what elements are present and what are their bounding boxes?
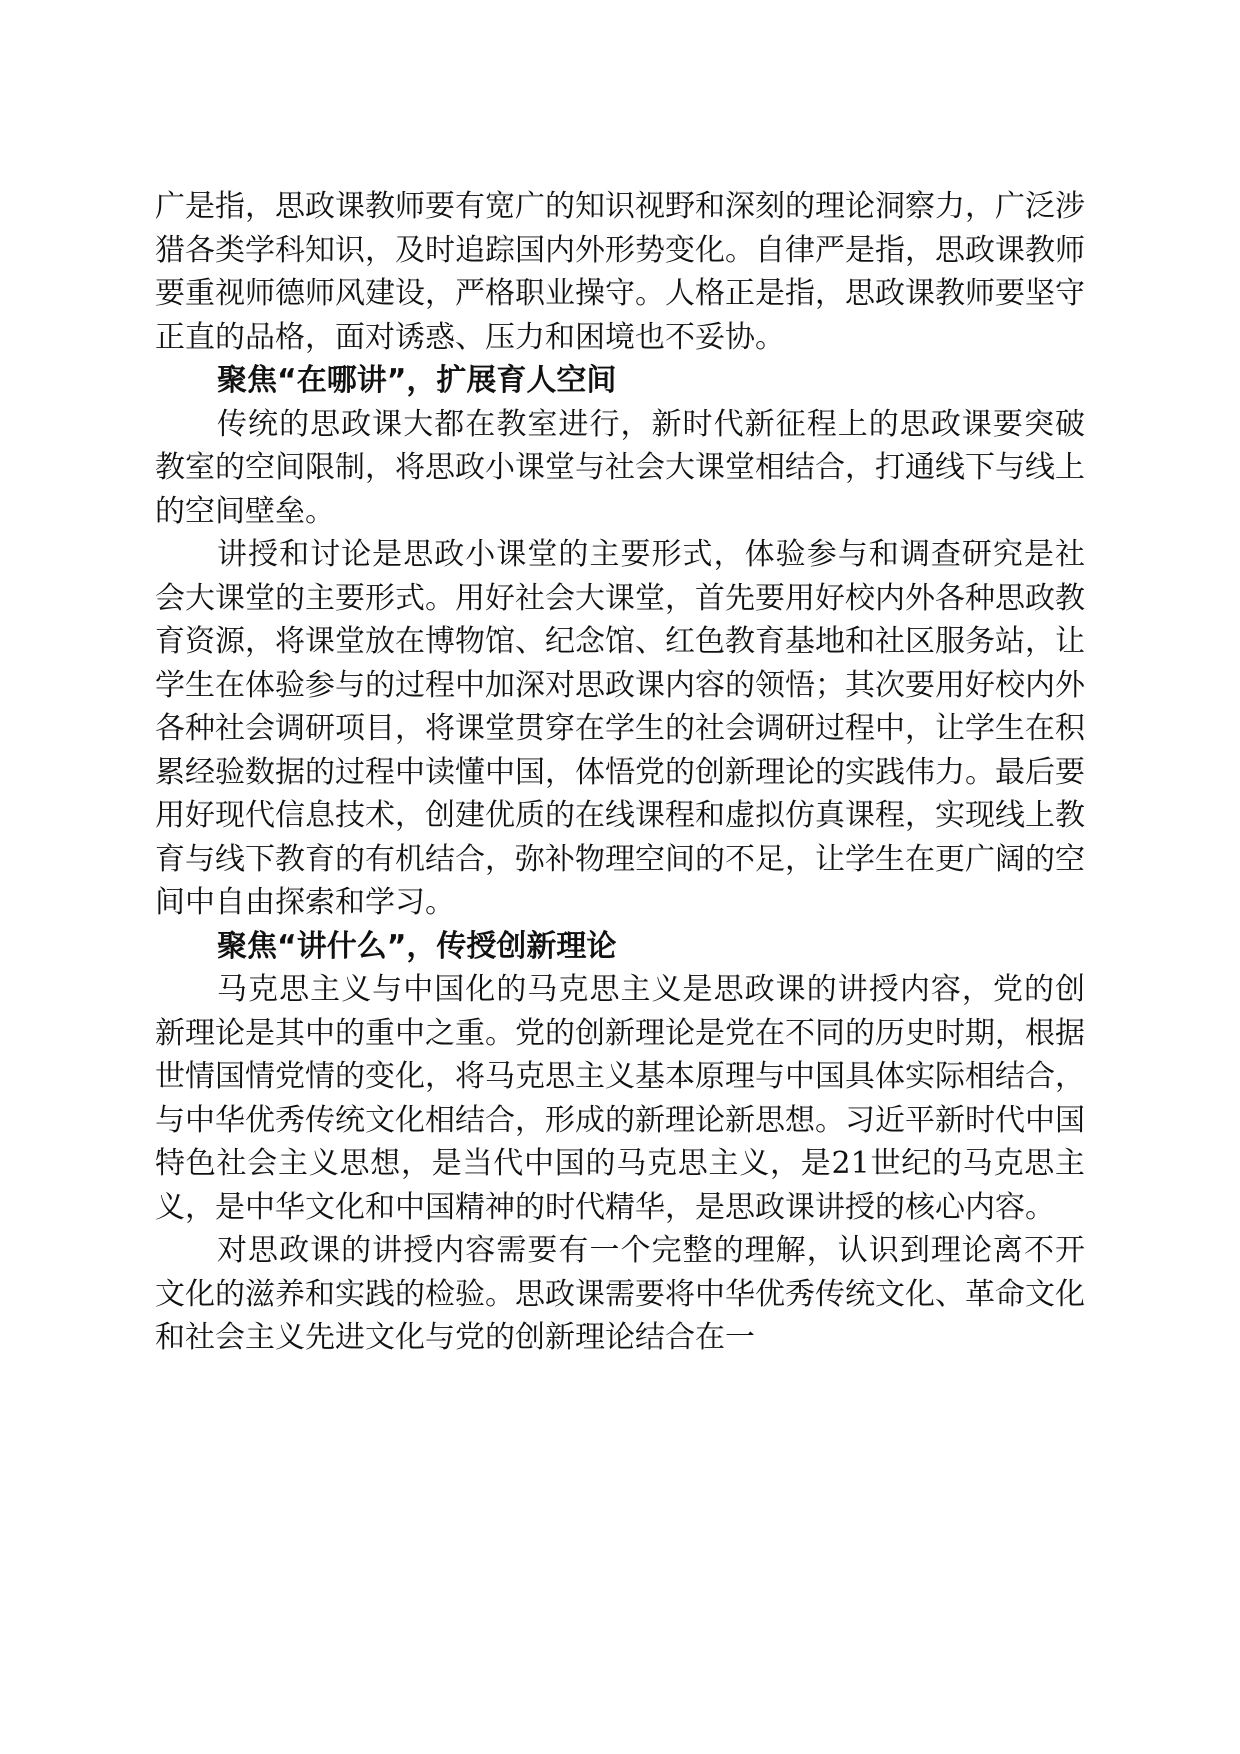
paragraph: 传统的思政课大都在教室进行，新时代新征程上的思政课要突破教室的空间限制，将思政小课堂与社会大课堂相结合，打通线下与线上的空间壁垒。 <box>155 406 1085 529</box>
document-page <box>155 185 1085 1360</box>
paragraph: 对思政课的讲授内容需要有一个完整的理解，认识到理论离不开文化的滋养和实践的检验。思政课需要将中华优秀传统文化、革命文化和社会主义先进文化与党的创新理论结合在一 <box>155 1233 1085 1355</box>
paragraph-continued: 广是指，思政课教师要有宽广的知识视野和深刻的理论洞察力，广泛涉猎各类学科知识，及时追踪国内外形势变化。自律严是指，思政课教师要重视师德师风建设，严格职业操守。人格正是指，思政课教师要坚守正直的品格，面对诱惑、压力和困境也不妥协。 <box>155 189 1085 355</box>
section-heading-where: 聚焦“在哪讲”，扩展育人空间 <box>217 363 617 398</box>
paragraph: 讲授和讨论是思政小课堂的主要形式，体验参与和调查研究是社会大课堂的主要形式。用好社会大课堂，首先要用好校内外各种思政教育资源，将课堂放在博物馆、纪念馆、红色教育基地和社区服务站，让学生在体验参与的过程中加深对思政课内容的领悟；其次要用好校内外各种社会调研项目，将课堂贯穿在学生的社会调研过程中，让学生在积累经验数据的过程中读懂中国，体悟党的创新理论的实践伟力。最后要用好现代信息技术，创建优质的在线课程和虚拟仿真课程，实现线上教育与线下教育的有机结合，弥补物理空间的不足，让学生在更广阔的空间中自由探索和学习。 <box>155 537 1085 920</box>
section-heading-what: 聚焦“讲什么”，传授创新理论 <box>217 928 617 964</box>
paragraph: 马克思主义与中国化的马克思主义是思政课的讲授内容，党的创新理论是其中的重中之重。党的创新理论是党在不同的历史时期，根据世情国情党情的变化，将马克思主义基本原理与中国具体实际相结合，与中华优秀传统文化相结合，形成的新理论新思想。习近平新时代中国特色社会主义思想，是当代中国的马克思主义，是21世纪的马克思主义，是中华文化和中国精神的时代精华，是思政课讲授的核心内容。 <box>155 972 1085 1225</box>
